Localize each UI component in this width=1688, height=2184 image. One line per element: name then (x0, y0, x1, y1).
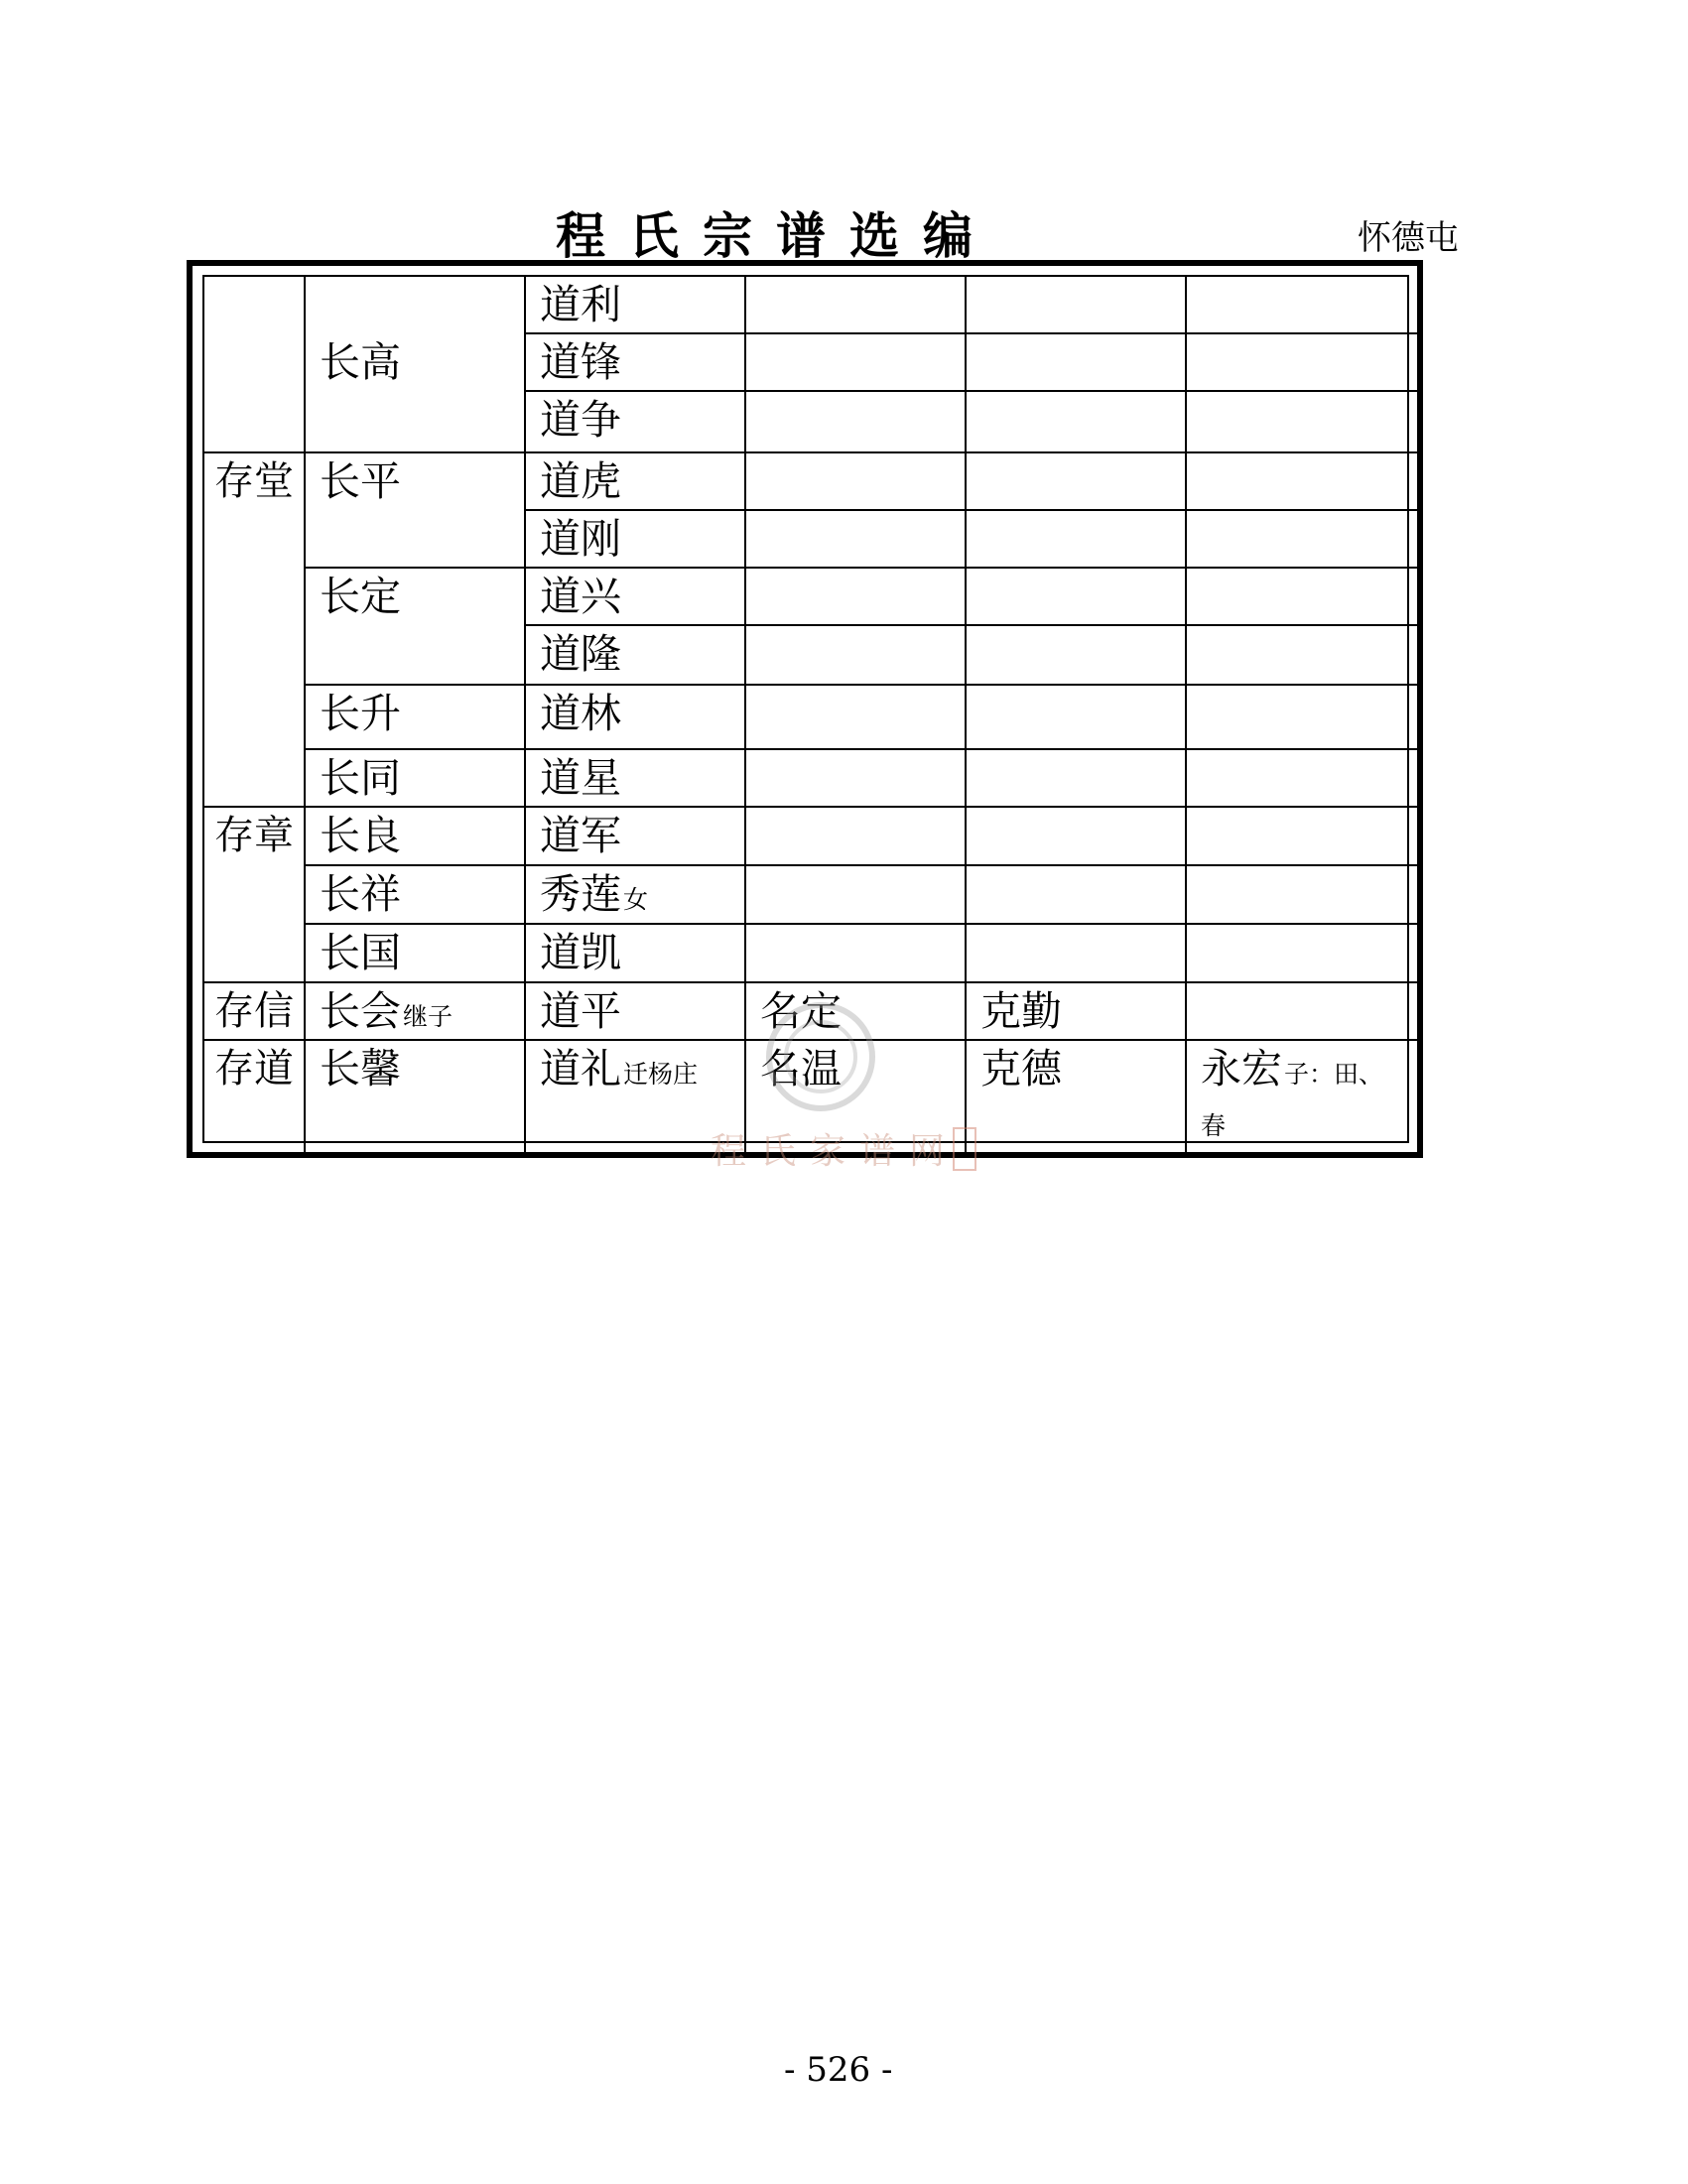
row-divider (524, 509, 1417, 511)
cell-gen2: 长升 (320, 690, 401, 737)
row-divider (524, 624, 1417, 626)
row-divider (204, 981, 1417, 983)
cell-gen2: 长良 (320, 812, 401, 859)
cell-gen5: 克勤 (980, 987, 1062, 1035)
cell-gen2 (320, 987, 454, 1037)
cell-gen2: 长同 (320, 754, 401, 802)
cell-gen1: 存信 (214, 988, 294, 1034)
cell-gen3-note: 女 (623, 885, 649, 914)
row-divider (304, 864, 1417, 866)
cell-gen3: 道星 (540, 754, 621, 802)
cell-gen3: 道锋 (540, 338, 621, 386)
cell-gen3-name: 道礼 (540, 1045, 621, 1092)
cell-gen3: 道林 (540, 690, 621, 737)
cell-gen2-note: 继子 (403, 1002, 454, 1031)
col-divider-5 (1185, 277, 1187, 1154)
cell-gen3 (540, 870, 649, 920)
row-divider (204, 451, 1417, 453)
page-title: 程氏宗谱选编 (556, 206, 996, 265)
cell-gen3: 道刚 (540, 515, 621, 563)
cell-gen2: 长馨 (320, 1045, 401, 1092)
watermark-stamp-icon (953, 1127, 976, 1171)
row-divider (304, 923, 1417, 925)
cell-gen3: 道争 (540, 396, 621, 444)
cell-gen1: 存章 (214, 813, 294, 858)
cell-gen3: 道军 (540, 812, 621, 859)
cell-gen6-note-cont: 春 (1201, 1111, 1227, 1140)
watermark-seal-inner (784, 1020, 857, 1093)
cell-gen3: 道凯 (540, 929, 621, 976)
cell-gen1: 存道 (214, 1046, 294, 1092)
cell-gen2: 长国 (320, 929, 401, 976)
col-divider-3 (744, 277, 746, 1154)
cell-gen6-note: 子：田、 (1284, 1060, 1384, 1089)
cell-gen2: 长平 (320, 457, 401, 505)
cell-gen3: 道隆 (540, 630, 621, 678)
cell-gen3-name: 秀莲 (540, 870, 621, 918)
cell-gen3: 道兴 (540, 573, 621, 620)
cell-gen6 (1201, 1045, 1384, 1094)
cell-gen3: 道利 (540, 281, 621, 328)
cell-gen5: 克德 (980, 1045, 1062, 1092)
row-divider (304, 567, 1417, 569)
cell-gen3: 道平 (540, 987, 621, 1035)
cell-gen2-name: 长会 (320, 987, 401, 1035)
row-divider (304, 684, 1417, 686)
col-divider-4 (965, 277, 967, 1154)
cell-gen3: 道虎 (540, 457, 621, 505)
row-divider (304, 748, 1417, 750)
cell-gen2: 长高 (320, 338, 401, 386)
col-divider-1 (304, 277, 306, 1154)
cell-gen6-name: 永宏 (1201, 1045, 1282, 1092)
cell-gen2: 长祥 (320, 870, 401, 918)
col-divider-2 (524, 277, 526, 1154)
cell-gen1: 存堂 (214, 458, 294, 504)
row-divider (524, 332, 1417, 334)
cell-gen4: 名定 (760, 987, 842, 1035)
row-divider (204, 806, 1417, 808)
cell-gen2: 长定 (320, 573, 401, 620)
cell-gen3 (540, 1045, 699, 1094)
watermark-text: 程氏家谱网 (711, 1131, 960, 1172)
location-label: 怀德屯 (1358, 218, 1459, 258)
row-divider (524, 390, 1417, 392)
cell-gen3-note: 迁杨庄 (623, 1060, 699, 1089)
watermark-seal-circle (766, 1002, 875, 1111)
cell-gen4: 名温 (760, 1045, 842, 1092)
page-number: - 526 - (784, 2050, 893, 2090)
